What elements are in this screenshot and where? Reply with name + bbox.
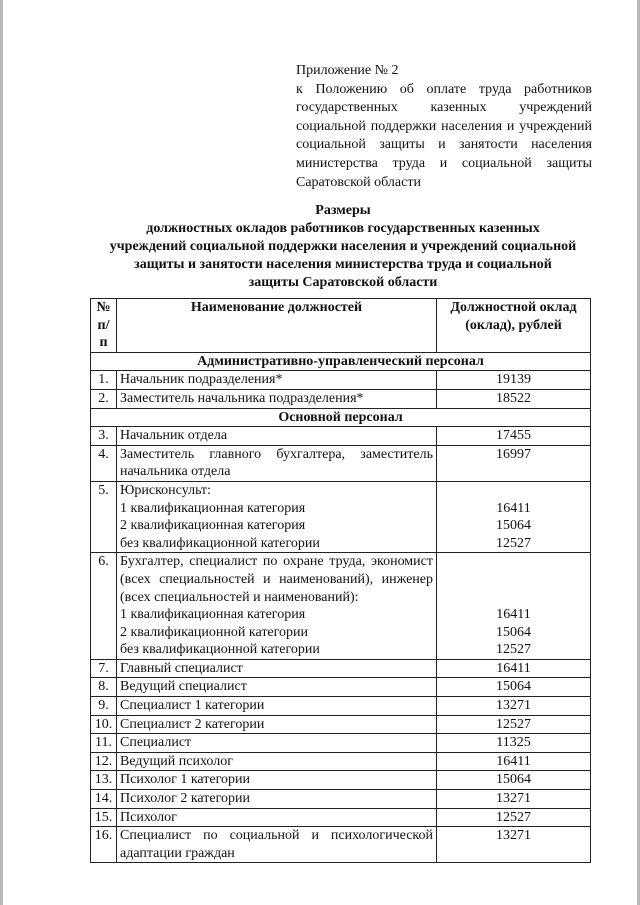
row-name: Психолог 1 категории [117, 771, 437, 790]
row-name-line: Заместитель главного бухгалтера, заместитель [120, 446, 433, 462]
table-row [91, 790, 591, 809]
row-name [117, 445, 437, 481]
table-row [91, 697, 591, 716]
row-num: 15. [91, 808, 117, 827]
row-name-line: Юрисконсульт: [120, 482, 211, 498]
row-num: 13. [91, 771, 117, 790]
row-sub-label: 1 квалификационная категория [120, 607, 306, 623]
row-sub-salary: 15064 [496, 624, 531, 640]
row-name-line: (всех специальностей и наименований): [120, 589, 359, 605]
title-line: учреждений социальной поддержки населения и учреждений социальной [109, 239, 577, 254]
row-name-line: адаптации граждан [120, 845, 235, 861]
row-name-line: Специалист по социальной и психологической [120, 828, 433, 844]
row-name: Специалист [117, 734, 437, 753]
appendix-line: министерства труда и социальной защиты [296, 155, 592, 171]
table-row [91, 715, 591, 734]
table-row [91, 427, 591, 446]
table-row [91, 734, 591, 753]
table-row [91, 771, 591, 790]
row-name-line: начальника отдела [120, 464, 231, 480]
row-num: 12. [91, 752, 117, 771]
row-name: Главный специалист [117, 659, 437, 678]
section-row [91, 352, 591, 371]
row-salary: 16997 [437, 445, 591, 481]
row-salary: 13271 [437, 827, 591, 863]
appendix-block [296, 62, 592, 192]
table-row [91, 808, 591, 827]
row-num: 5. [91, 481, 117, 552]
row-name-line: (всех специальностей и наименований), инженер [120, 571, 433, 587]
row-num: 11. [91, 734, 117, 753]
title-line: Размеры [315, 203, 371, 218]
row-num: 10. [91, 715, 117, 734]
row-salary: 12527 [437, 808, 591, 827]
row-num: 4. [91, 445, 117, 481]
row-salary: 12527 [437, 715, 591, 734]
header-salary: Должностной оклад (оклад), рублей [437, 299, 591, 353]
row-sub-salary: 12527 [496, 642, 531, 658]
row-num: 7. [91, 659, 117, 678]
row-sub-salary: 15064 [496, 518, 531, 534]
table-header-row [91, 299, 591, 353]
row-name: Специалист 2 категории [117, 715, 437, 734]
title-line: должностных окладов работников государственных казенных [146, 221, 540, 236]
row-sub-label: без квалификационной категории [120, 535, 320, 551]
row-salary: 11325 [437, 734, 591, 753]
row-sub-label: 2 квалификационной категории [120, 624, 309, 640]
appendix-line: Саратовской области [296, 174, 421, 190]
row-sub-salary: 16411 [496, 500, 531, 516]
appendix-line: социальной защиты и занятости населения [296, 137, 592, 153]
row-salary [437, 553, 591, 660]
row-name [117, 481, 437, 552]
header-num: № п/п [91, 299, 117, 353]
row-name [117, 827, 437, 863]
appendix-line: социальной поддержки населения и учреждений [296, 118, 592, 134]
row-name [117, 553, 437, 660]
row-name: Психолог 2 категории [117, 790, 437, 809]
row-sub-label: без квалификационной категории [120, 642, 320, 658]
row-salary [437, 481, 591, 552]
appendix-line: к Положению об оплате труда работников [296, 81, 592, 97]
row-sub-salary: 12527 [496, 535, 531, 551]
table-row [91, 827, 591, 863]
row-num: 9. [91, 697, 117, 716]
title-line: защиты и занятости населения министерства труда и социальной [134, 257, 552, 272]
header-name: Наименование должностей [117, 299, 437, 353]
title-line: защиты Саратовской области [248, 275, 438, 290]
table-row [91, 678, 591, 697]
row-num: 6. [91, 553, 117, 660]
row-salary: 16411 [437, 659, 591, 678]
row-name-line: Бухгалтер, специалист по охране труда, экономист [120, 554, 433, 570]
appendix-line: Приложение № 2 [296, 63, 399, 78]
row-name: Начальник отдела [117, 427, 437, 446]
row-name: Психолог [117, 808, 437, 827]
table-row [91, 445, 591, 481]
section-row [91, 408, 591, 427]
row-num: 14. [91, 790, 117, 809]
row-name: Ведущий психолог [117, 752, 437, 771]
row-name: Специалист 1 категории [117, 697, 437, 716]
row-num: 8. [91, 678, 117, 697]
scan-edge-left [0, 0, 3, 905]
table-row [91, 752, 591, 771]
row-sub-label: 2 квалификационная категория [120, 518, 306, 534]
row-salary: 13271 [437, 790, 591, 809]
row-salary: 13271 [437, 697, 591, 716]
table-row [91, 553, 591, 660]
row-salary: 18522 [437, 389, 591, 408]
table-row [91, 481, 591, 552]
row-num: 2. [91, 389, 117, 408]
document-title [98, 202, 588, 292]
section-main: Основной персонал [91, 408, 591, 427]
table-row [91, 371, 591, 390]
row-num: 1. [91, 371, 117, 390]
row-salary: 16411 [437, 752, 591, 771]
row-name: Ведущий специалист [117, 678, 437, 697]
row-sub-label: 1 квалификационная категория [120, 500, 306, 516]
row-salary: 15064 [437, 771, 591, 790]
salary-table [90, 298, 591, 863]
row-salary: 17455 [437, 427, 591, 446]
section-admin: Административно-управленческий персонал [91, 352, 591, 371]
table-row [91, 389, 591, 408]
row-sub-salary: 16411 [496, 607, 531, 623]
appendix-line: государственных казенных учреждений [296, 100, 592, 116]
row-name: Начальник подразделения* [117, 371, 437, 390]
row-name: Заместитель начальника подразделения* [117, 389, 437, 408]
row-salary: 15064 [437, 678, 591, 697]
table-row [91, 659, 591, 678]
row-salary: 19139 [437, 371, 591, 390]
row-num: 16. [91, 827, 117, 863]
row-num: 3. [91, 427, 117, 446]
